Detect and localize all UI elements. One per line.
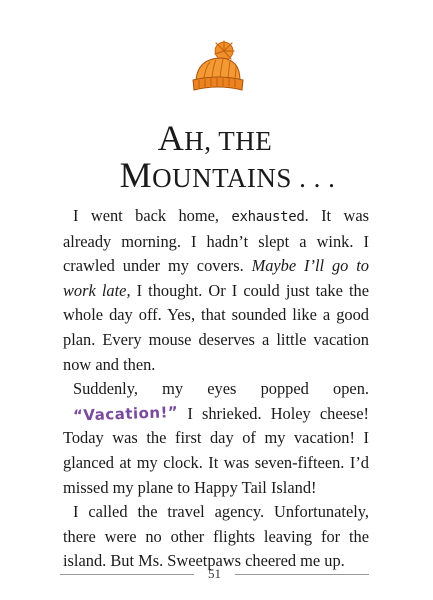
page-footer: [60, 565, 369, 583]
paragraph-2: Suddenly, my eyes popped open. “Vacation!” I shrieked. Holey cheese! Today was the first day of my vacation! I glanced at my clock. It was seven-fifteen. I’d missed my plane to Happy Tail Island!: [63, 379, 369, 497]
footer-rule-right: [235, 574, 369, 575]
chapter-body: [63, 204, 369, 574]
shout-vacation: “Vacation!”: [72, 402, 179, 425]
page-number: 51: [208, 566, 221, 581]
paragraph-3: I called the travel agency. Unfortunately, there were no other flights leaving for the island. But Ms. Sweetpaws cheered me up.: [63, 502, 369, 571]
emphasis-exhausted: exhausted: [231, 209, 305, 225]
thought-italic: Maybe I’ll go to work late,: [63, 256, 369, 300]
chapter-title-line-1: AH, THE: [157, 118, 273, 159]
knit-hat-icon: [186, 40, 248, 92]
paragraph-1: I went back home, exhausted. It was already morning. I hadn’t slept a wink. I crawled under my covers. Maybe I’ll go to work late, I thought. Or I could just take the whole day off. Yes, that sounded like a good plan. Every mouse deserves a little vacation now and then.: [63, 206, 369, 374]
footer-rule-left: [60, 574, 194, 575]
chapter-title: [0, 118, 433, 196]
chapter-title-line-2: MOUNTAINS . . .: [119, 155, 336, 196]
